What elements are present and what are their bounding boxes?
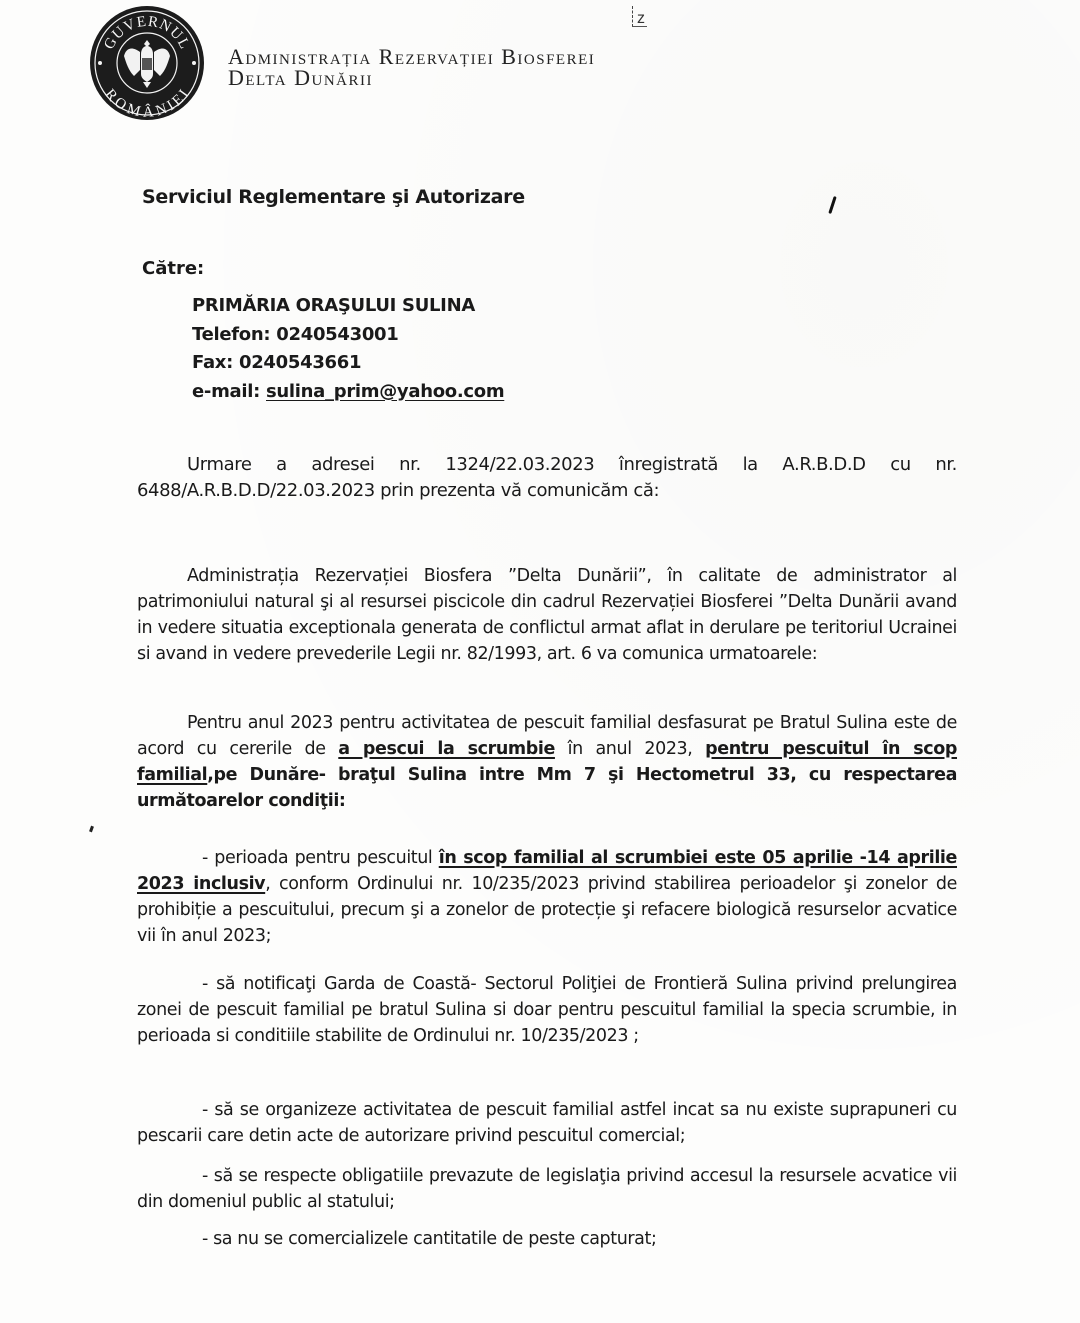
org-line-1: Administrația Rezervației Biosferei [228, 44, 596, 69]
fax-label: Fax: [192, 352, 233, 373]
intro-paragraph: Urmare a adresei nr. 1324/22.03.2023 înregistrată la A.R.B.D.D cu nr. 6488/A.R.B.D.D/22.03.2023 prin prezenta vă comunicăm că: [137, 454, 957, 501]
recipient-block [192, 292, 504, 406]
stray-pen-mark [828, 196, 836, 214]
condition-item: - să se organizeze activitatea de pescuit familial astfel incat sa nu existe suprapuneri cu pescarii care detin acte de autorizare privind pescuitul comercial; [137, 1100, 957, 1146]
romanian-coat-of-arms-icon [88, 4, 206, 122]
decision-underlined-1: a pescui la scrumbie [338, 739, 555, 759]
margin-mark: z [632, 6, 647, 27]
condition-suffix: , conform Ordinului nr. 10/235/2023 privind stabilirea perioadelor şi zonelor de prohibiție a pescuitului, precum şi a zonelor de protecție şi refacere biologică resurselor acvatice vii în anul 2023; [137, 874, 957, 946]
condition-prefix: - perioada pentru pescuitul [202, 848, 439, 868]
recipient-fax [192, 349, 504, 378]
email-link[interactable]: sulina_prim@yahoo.com [266, 380, 505, 402]
recipient-label: Către: [142, 258, 205, 279]
department-title: Serviciul Reglementare şi Autorizare [142, 186, 525, 208]
condition-item: - să notificaţi Garda de Coastă- Sectorul Poliţiei de Frontieră Sulina privind prelungirea zonei de pescuit familial pe bratul Sulina si doar pentru pescuitul familial la specia scrumbie, in perioada si conditiile stabilite de Ordinului nr. 10/235/2023 ; [137, 974, 957, 1046]
recipient-name: PRIMĂRIA ORAŞULUI SULINA [192, 295, 475, 316]
seal-bottom-text: ROMÂNIEI [101, 86, 193, 121]
recipient-phone [192, 321, 504, 350]
decision-text-3: ,pe Dunăre- braţul Sulina intre Mm 7 şi Hectometrul 33, cu respectarea următoarelor condiţii: [137, 765, 957, 811]
email-label: e-mail: [192, 380, 261, 402]
org-line-2: Delta Dunării [228, 65, 374, 90]
decision-paragraph [137, 710, 957, 814]
decision-underlined-2: pentru pescuitul în scop familial [137, 739, 958, 785]
condition-period-underlined: în scop familial al scrumbiei este 05 aprilie -14 aprilie 2023 inclusiv [137, 848, 957, 894]
seal-top-text: GUVERNUL [101, 13, 193, 53]
recipient-email [192, 378, 504, 407]
decision-text-1: Pentru anul 2023 pentru activitatea de pescuit familial desfasurat pe Bratul Sulina este de acord cu cererile de [137, 713, 957, 759]
organization-name [228, 46, 595, 88]
fax-value: 0240543661 [238, 352, 362, 373]
condition-item: - să se respecte obligatiile prevazute de legislaţia privind accesul la resursele acvatice vii din domeniul public al statului; [137, 1166, 957, 1212]
condition-item: - sa nu se comercializele cantitatile de peste capturat; [202, 1229, 657, 1249]
decision-text-2: în anul 2023, [554, 739, 706, 759]
phone-label: Telefon: [192, 323, 271, 345]
phone-value: 0240543001 [276, 323, 399, 345]
stray-dot-mark [89, 826, 94, 833]
condition-item [137, 845, 957, 949]
government-seal [88, 4, 206, 122]
context-paragraph: Administrația Rezervației Biosfera ”Delta Dunării”, în calitate de administrator al patrimoniului natural şi al resursei piscicole din cadrul Rezervației Biosferei ”Delta Dunării avand in vedere situatia exceptionala generata de conflictul armat aflat in derulare pe teritoriul Ucrainei si avand in vedere prevederile Legii nr. 82/1993, art. 6 va comunica urmatoarele: [137, 566, 957, 664]
